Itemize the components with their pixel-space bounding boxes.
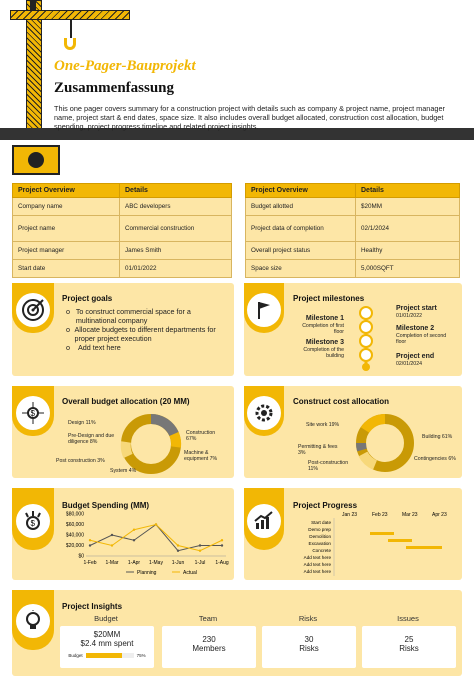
- month-label: Feb 23: [372, 512, 388, 518]
- page-subtitle: Zusammenfassung: [54, 80, 175, 96]
- milestone-name: Project end: [396, 353, 435, 360]
- x-tick-label: 1-Feb: [83, 560, 97, 566]
- insight-header-risks: Risks: [298, 614, 318, 623]
- cost-donut: [352, 412, 418, 474]
- milestone-3: [300, 339, 344, 359]
- budget-total: $20MM: [93, 630, 121, 639]
- budget-bar-label: Budget: [68, 653, 83, 658]
- milestone-name: Milestone 1: [305, 315, 344, 322]
- gantt-chart: [294, 510, 460, 578]
- data-point: [89, 544, 91, 546]
- table-cell: 01/01/2022: [120, 260, 232, 278]
- dollar-arrows-icon: [16, 504, 50, 538]
- milestone-desc: Completion of first floor: [302, 323, 344, 335]
- permitting-label: Permitting & fees 3%: [298, 444, 338, 456]
- data-point: [199, 550, 201, 552]
- table-cell: Start date: [13, 260, 120, 278]
- progress-title: Project Progress: [293, 501, 358, 510]
- milestone-path: [342, 305, 390, 371]
- month-label: Jan 23: [342, 512, 358, 518]
- x-tick-label: 1-May: [149, 560, 163, 566]
- y-tick-label: $40,000: [65, 532, 84, 539]
- budget-progress-fill: [86, 653, 122, 658]
- gantt-bar: [388, 539, 412, 542]
- page-title: One-Pager-Bauprojekt: [54, 58, 196, 74]
- design-label: Design 11%: [68, 420, 96, 426]
- month-label: Apr 23: [432, 512, 447, 518]
- insights-title: Project Insights: [62, 602, 123, 611]
- table-row: [246, 198, 460, 216]
- table-cell: Space size: [246, 260, 356, 278]
- table-header: Project Overview: [13, 184, 120, 198]
- data-point: [199, 544, 201, 546]
- money-network-icon: [16, 396, 50, 430]
- helmet-sign-icon: [12, 145, 60, 175]
- growth-chart-icon: [247, 504, 281, 538]
- building-label: Building 61%: [422, 434, 453, 440]
- legend-label: Actual: [183, 570, 197, 576]
- crane-cable: [70, 20, 72, 38]
- table-row: [246, 260, 460, 278]
- table-cell: James Smith: [120, 242, 232, 260]
- data-point: [133, 539, 135, 541]
- list-item: o Allocate budgets to different departments for proper project execution: [66, 325, 230, 343]
- y-tick-label: $0: [78, 553, 84, 560]
- table-header: Details: [356, 184, 460, 198]
- milestones-title: Project milestones: [293, 294, 365, 303]
- crane-jib: [10, 10, 130, 20]
- task-label: Add text here: [303, 555, 331, 560]
- data-point: [221, 544, 223, 546]
- table-cell: $20MM: [356, 198, 460, 216]
- milestone-name: Project start: [396, 305, 437, 312]
- project-end: [396, 353, 456, 367]
- y-tick-label: $20,000: [65, 543, 84, 549]
- table-cell: 02/1/2024: [356, 216, 460, 242]
- crane-top: [30, 0, 36, 10]
- task-label: Excavation: [308, 541, 331, 546]
- table-header: Project Overview: [246, 184, 356, 198]
- risks-count: 30: [304, 635, 314, 644]
- task-label: Add text here: [303, 569, 331, 574]
- x-tick-label: 1-Jun: [171, 560, 185, 566]
- table-row: [13, 242, 232, 260]
- x-tick-label: 1-Jul: [194, 560, 206, 566]
- team-card: [162, 626, 256, 668]
- issues-card: [362, 626, 456, 668]
- intro-text: This one pager covers summary for a construction project with details such as company & project name, project manager name, project start & end dates, space size. It also includes overall budget allocated, construction cost allocation, budget spending, project progress timeline and related project insights.: [54, 104, 445, 131]
- crane-mast: [26, 0, 42, 140]
- goals-list: [66, 307, 230, 352]
- goal-text: To construct commercial space for a multinational company: [75, 307, 191, 325]
- gantt-bar: [406, 546, 442, 549]
- post-construction-label: Post construction 3%: [56, 458, 105, 464]
- contingencies-label: Contingencies 6%: [414, 456, 456, 462]
- risks-label: Risks: [299, 644, 319, 653]
- target-icon: [16, 293, 50, 327]
- risks-card: [262, 626, 356, 668]
- milestone-2: [396, 325, 456, 345]
- task-label: Demolition: [309, 534, 331, 539]
- progress-panel: [244, 488, 462, 580]
- month-label: Mar 23: [402, 512, 418, 518]
- data-point: [111, 534, 113, 536]
- data-point: [89, 539, 91, 541]
- legend-label: Planning: [137, 570, 157, 576]
- system-label: System 4%: [110, 468, 137, 474]
- svg-text:$: $: [30, 409, 35, 418]
- x-tick-label: 1-Apr: [127, 560, 141, 566]
- spending-title: Budget Spending (MM): [62, 501, 150, 510]
- cost-allocation-panel: [244, 386, 462, 478]
- table-cell: 5,000SQFT: [356, 260, 460, 278]
- table-cell: ABC developers: [120, 198, 232, 216]
- insight-header-team: Team: [198, 614, 218, 623]
- task-label: Concrete: [312, 548, 331, 553]
- goals-title: Project goals: [62, 294, 113, 303]
- budget-donut: [116, 412, 186, 476]
- milestone-date: 02/01/2024: [396, 361, 422, 367]
- flag-icon: [247, 293, 281, 327]
- goals-panel: [12, 283, 234, 376]
- table-row: [13, 216, 232, 242]
- predesign-label: Pre-Design and due diligence 8%: [68, 433, 115, 445]
- site-work-label: Site work 19%: [306, 422, 340, 428]
- table-row: [246, 242, 460, 260]
- table-row: [13, 260, 232, 278]
- budget-allocation-panel: [12, 386, 234, 478]
- budget-card: [60, 626, 154, 668]
- series-line-actual: [90, 525, 222, 551]
- gantt-bar: [370, 532, 394, 535]
- table-cell: Project name: [13, 216, 120, 242]
- table-cell: Overall project status: [246, 242, 356, 260]
- data-point: [221, 539, 223, 541]
- data-point: [177, 544, 179, 546]
- overview-table-right: [245, 183, 460, 278]
- budget-spent: $2.4 mm spent: [80, 639, 134, 648]
- cost-allocation-title: Construct cost allocation: [293, 397, 390, 406]
- insights-panel: [12, 590, 462, 676]
- milestone-1: [300, 315, 344, 335]
- budget-bar-row: [60, 651, 154, 660]
- milestone-name: Milestone 2: [396, 325, 435, 332]
- y-tick-label: $80,000: [65, 511, 84, 518]
- milestone-desc: Completion of the building: [303, 347, 344, 359]
- issues-label: Risks: [399, 644, 419, 653]
- construction-label: Construction 67%: [186, 430, 216, 442]
- budget-spending-panel: [12, 488, 234, 580]
- data-point: [155, 523, 157, 525]
- table-cell: Commercial construction: [120, 216, 232, 242]
- table-cell: Project data of completion: [246, 216, 356, 242]
- milestone-desc: Completion of second floor: [396, 333, 447, 345]
- machine-label: Machine & equipment 7%: [184, 450, 218, 462]
- table-header: Details: [120, 184, 232, 198]
- data-point: [111, 544, 113, 546]
- spending-chart: [56, 510, 232, 580]
- overview-table-left: [12, 183, 232, 278]
- project-start: [396, 305, 456, 319]
- table-cell: Company name: [13, 198, 120, 216]
- team-label: Members: [192, 644, 226, 653]
- milestone-date: 01/01/2022: [396, 313, 422, 319]
- post-construction-cost-label: Post-construction 11%: [308, 460, 349, 472]
- x-tick-label: 1-Mar: [105, 560, 119, 566]
- gear-coin-icon: [247, 396, 281, 430]
- list-item: o To construct commercial space for a multinational company: [66, 307, 230, 325]
- x-tick-label: 1-Aug: [215, 560, 229, 566]
- issues-count: 25: [404, 635, 414, 644]
- data-point: [177, 550, 179, 552]
- task-label: Demo prep: [308, 527, 331, 532]
- table-cell: Budget allotted: [246, 198, 356, 216]
- budget-percent: 75%: [136, 653, 146, 658]
- table-cell: Healthy: [356, 242, 460, 260]
- milestones-panel: [244, 283, 462, 376]
- lightbulb-icon: [16, 604, 50, 638]
- table-cell: Project manager: [13, 242, 120, 260]
- table-row: [246, 216, 460, 242]
- goal-text: Add text here: [78, 343, 121, 352]
- team-count: 230: [202, 635, 216, 644]
- list-item: o Add text here: [66, 343, 121, 352]
- crane-hook-icon: [64, 38, 76, 50]
- svg-text:$: $: [30, 519, 35, 528]
- table-row: [13, 198, 232, 216]
- series-line-planning: [90, 525, 222, 551]
- budget-progress-bar: [86, 653, 134, 658]
- goal-text: Allocate budgets to different departments for proper project execution: [74, 325, 216, 343]
- insight-header-issues: Issues: [397, 614, 419, 623]
- data-point: [133, 529, 135, 531]
- insight-header-budget: Budget: [94, 614, 118, 623]
- task-label: Add text here: [303, 562, 331, 567]
- budget-allocation-title: Overall budget allocation (20 MM): [62, 397, 190, 406]
- milestone-name: Milestone 3: [305, 339, 344, 346]
- task-label: Start date: [311, 520, 331, 525]
- y-tick-label: $60,000: [65, 522, 84, 528]
